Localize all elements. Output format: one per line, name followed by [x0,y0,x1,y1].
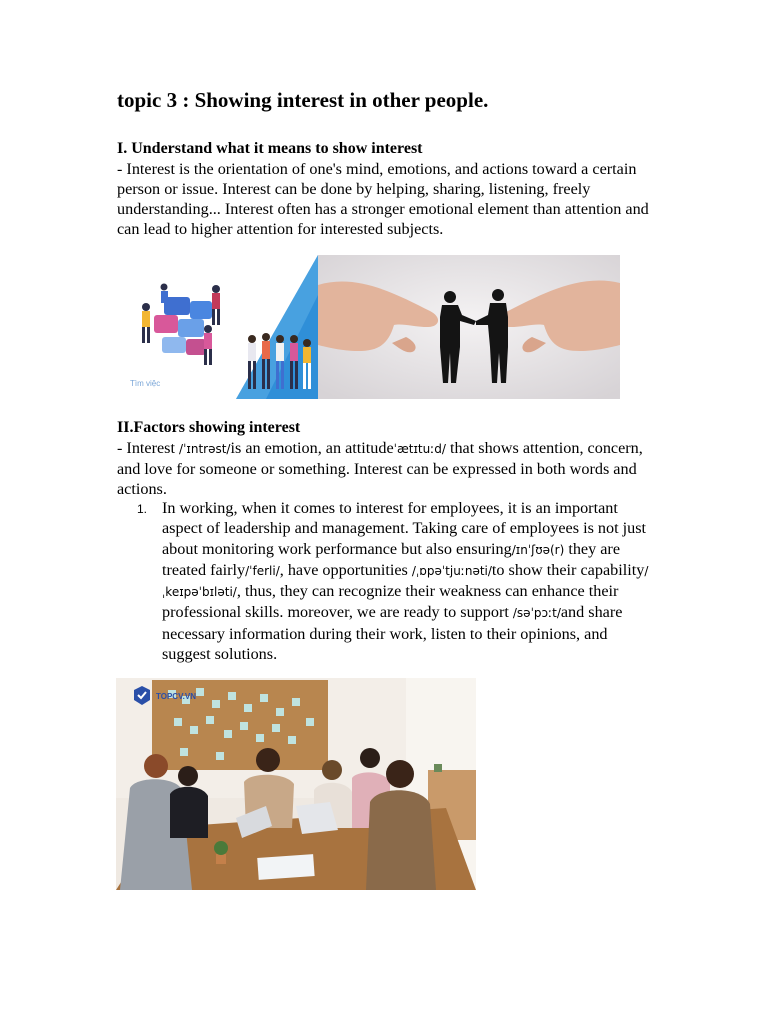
phonetic-attitude: ˈætɪtuːd/ [393,442,446,456]
teamwork-watermark: Tìm việc [130,379,161,388]
phonetic-fairly: /ˈferli/ [245,563,280,578]
office-meeting-icon [116,678,476,890]
item-text-4: to show their capability [491,560,645,579]
factors-list [117,498,655,664]
phonetic-opportunity: /ˌɒpəˈtjuːnəti/ [411,563,492,578]
list-number: 1. [137,502,148,516]
section-2-heading: II.Factors showing interest [117,419,301,436]
intro-dash: - Interest [117,439,180,457]
phonetic-capability: /ˌkeɪpəˈbɪləti/ [162,563,649,600]
puzzle-teamwork-icon [116,255,318,399]
item-text-5: , thus, they can recognize their weakness can enhance their professional skills. moreover, we are ready to support [162,582,619,622]
businessmen-handshake-icon [318,255,620,399]
teamwork-illustration [116,255,318,399]
intro-text-2: that shows attention, concern, and love for someone or something. Interest can be expressed in both words and actions. [117,439,643,498]
item-text-6: and share necessary information during their work, listen to their opinions, and suggest solutions. [162,603,623,664]
item-text-1: In working, when it comes to interest for employees, it is an important aspect of leadership and management. Taking care of employees is not just about monitoring work performance but also ensuring [162,499,647,558]
section-1-heading: I. Understand what it means to show interest [117,140,423,157]
phonetic-ensure: /ɪnˈʃʊə(r) [511,542,565,557]
phonetic-interest: /ˈɪntrəst/ [179,442,231,456]
office-meeting-photo [116,678,476,890]
item-text-2: they are treated fairly [162,539,621,579]
phonetic-support: /səˈpɔːt/ [512,606,561,621]
meeting-logo-text: TOPCV.VN [156,692,197,701]
list-item [117,498,655,664]
section-2-intro [117,438,657,499]
item-text-3: , have opportunities [279,560,412,579]
section-1-paragraph: - Interest is the orientation of one's mind, emotions, and actions toward a certain person or issue. Interest can be done by helping, sharing, listening, freely understanding... Interest often has a stronger emotional element than attention and can lead to higher attention for interested subjects. [117,160,649,238]
handshake-photo [318,255,620,399]
intro-text-1: is an emotion, an attitude [230,439,394,457]
page-title: topic 3 : Showing interest in other people. [117,88,489,112]
